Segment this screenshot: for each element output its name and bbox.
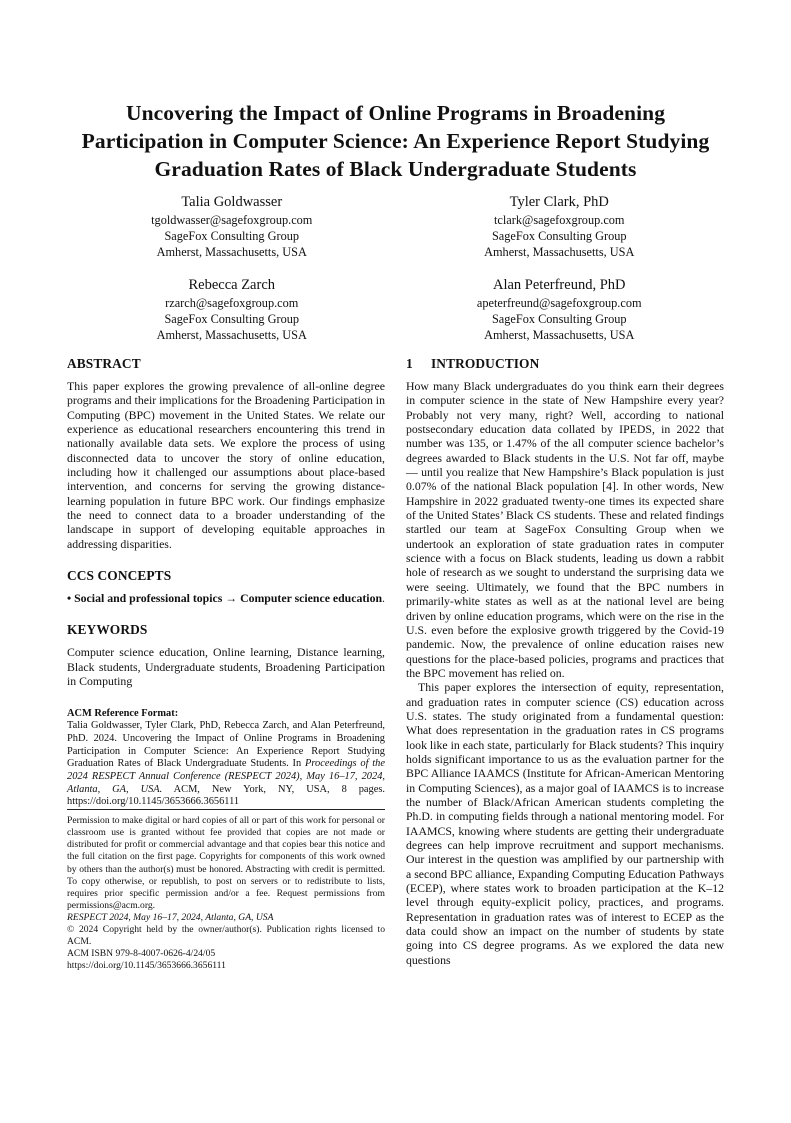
- ccs-topic: Social and professional topics: [74, 591, 223, 606]
- author-3: [68, 275, 396, 343]
- abstract-text: This paper explores the growing prevalence of all-online degree programs and their implications for the Broadening Participation in Computing (BPC) movement in the United States. We relate our experience as educational researchers encountering this trend in nationally available data sets. We explore the process of using disconnected data to uncover the story of online education, including how it challenged our assumptions about place-based intervention, and concerns for serving the growing distance-learning population in future BPC work. Our findings emphasize the need to connect data to a broader understanding of the landscape in support of developing equitable approaches in addressing disparities.: [67, 379, 385, 551]
- paper-page: [0, 99, 791, 1123]
- doi-link[interactable]: https://doi.org/10.1145/3653666.3656111: [67, 960, 226, 972]
- abstract-heading: ABSTRACT: [67, 356, 141, 371]
- introduction-paragraph-1: How many Black undergraduates do you think earn their degrees in computer science in the state of New Hampshire every year? Probably not very many, right? Well, according to national postsecondary education data collated by IPEDS, in 2022 that number was 135, or 1.47% of the all computer science bachelor’s degrees awarded to Black students in the U.S. Not far off, maybe — until you realize that New Hampshire’s Black population is just 0.07% of the national Black population [4]. In other words, New Hampshire in 2022 graduated twenty-one times its expected share of the United States’ Black CS students. These and related findings startled our team at SageFox Consulting Group when we undertook an exploration of state graduation rates in computer science with a focus on Black students, leading us down a rabbit hole of research as we sought to understand the surprising data we were seeing. Ultimately, we found that the BPC numbers in primarily-white states as well as at the national level are being driven by online education programs, which were on the rise in the U.S. even before the explosive growth triggered by the Covid-19 pandemic. Now, the prevalence of online education raises new questions for the place-based policies, programs and practices that the BPC movement has relied on.: [406, 379, 724, 680]
- introduction-heading: [406, 356, 724, 372]
- left-column: [67, 356, 385, 972]
- author-block: [68, 192, 723, 343]
- ccs-period: .: [382, 591, 385, 606]
- author-location: Amherst, Massachusetts, USA: [484, 328, 635, 342]
- author-affiliation: SageFox Consulting Group: [164, 229, 300, 243]
- copyright-footnote: [67, 809, 385, 972]
- author-2: [396, 192, 724, 260]
- permission-text: Permission to make digital or hard copies of all or part of this work for personal or classroom use is granted without fee provided that copies are not made or distributed for profit or commercial advantage and that copies bear this notice and the full citation on the first page. Copyrights for components of this work owned by others than the author(s) must be honored. Abstracting with credit is permitted. To copy otherwise, or republish, to post on servers or to redistribute to lists, requires prior specific permission and/or a fee. Request permissions from permissions@acm.org.: [67, 815, 385, 911]
- paper-title: Uncovering the Impact of Online Programs in Broadening Participation in Computer Science: An Experience Report Studying Graduation Rates of Black Undergraduate Students: [81, 101, 710, 181]
- author-affiliation: SageFox Consulting Group: [164, 312, 300, 326]
- ccs-concepts-line: [67, 591, 385, 605]
- author-affiliation: SageFox Consulting Group: [491, 312, 627, 326]
- acm-reference-before: Talia Goldwasser, Tyler Clark, PhD, Rebecca Zarch, and Alan Peterfreund, PhD. 2024. Uncovering the Impact of Online Programs in Broadening Participation in Computer Science: An Experience Report Studying Graduation Rates of Black Undergraduate Students. In: [67, 720, 385, 770]
- author-email[interactable]: rzarch@sagefoxgroup.com: [165, 296, 299, 310]
- author-location: Amherst, Massachusetts, USA: [484, 245, 635, 259]
- acm-reference-heading: ACM Reference Format:: [67, 707, 179, 719]
- author-1: [68, 192, 396, 260]
- ccs-heading: CCS CONCEPTS: [67, 568, 172, 584]
- author-name: Talia Goldwasser: [181, 194, 283, 210]
- author-email[interactable]: tgoldwasser@sagefoxgroup.com: [151, 213, 313, 227]
- acm-reference-venue: Proceedings of the 2024 RESPECT Annual Conference (RESPECT 2024), May 16–17, 2024, Atlanta, GA, USA.: [67, 758, 385, 795]
- author-location: Amherst, Massachusetts, USA: [156, 328, 307, 342]
- ccs-bullet: •: [67, 591, 75, 606]
- author-name: Tyler Clark, PhD: [509, 194, 609, 210]
- section-number: 1: [406, 356, 413, 371]
- isbn-line: ACM ISBN 979-8-4007-0626-4/24/05: [67, 948, 216, 960]
- acm-reference-after[interactable]: ACM, New York, NY, USA, 8 pages. https://doi.org/10.1145/3653666.3656111: [67, 783, 385, 808]
- acm-reference-text: [67, 720, 385, 809]
- author-email[interactable]: apeterfreund@sagefoxgroup.com: [476, 296, 642, 310]
- author-location: Amherst, Massachusetts, USA: [156, 245, 307, 259]
- keywords-heading: KEYWORDS: [67, 622, 148, 638]
- ccs-arrow: →: [222, 591, 241, 606]
- author-email[interactable]: tclark@sagefoxgroup.com: [494, 213, 625, 227]
- body-columns: [67, 356, 724, 972]
- right-column: [406, 356, 724, 967]
- introduction-paragraph-2: This paper explores the intersection of equity, representation, and graduation rates in computer science (CS) education across U.S. states. The study originated from a fundamental question: What does representation in the graduation rates in CS programs look like in each state, particularly for Black students? This inquiry holds significant importance to us as the evaluation partner for the BPC Alliance IAAMCS (Institute for African-American Mentoring in Computing Sciences), as a major goal of IAAMCS is to increase the number of Black/African American students completing the Ph.D. in computing fields through a national mentoring model. For IAAMCS, knowing where students are getting their undergraduate degrees can help improve recruitment and support mechanisms. Our interest in the question was amplified by our partnership with a second BPC alliance, Expanding Computing Education Pathways (ECEP), where states work to broaden participation at the K–12 level through equity-explicit policy, practices, and programs. Representation in graduation rates was of interest to ECEP as the data could show an impact on the number of students by state going into CS degree programs. As we explored the data new questions: [406, 680, 724, 967]
- keywords-text: Computer science education, Online learning, Distance learning, Black students, Undergraduate students, Broadening Participation in Computing: [67, 645, 385, 689]
- author-4: [396, 275, 724, 343]
- author-name: Alan Peterfreund, PhD: [493, 277, 626, 293]
- author-name: Rebecca Zarch: [188, 277, 276, 293]
- ccs-subtopic: Computer science education: [240, 591, 383, 606]
- section-title: INTRODUCTION: [431, 356, 540, 371]
- author-affiliation: SageFox Consulting Group: [491, 229, 627, 243]
- copyright-line: © 2024 Copyright held by the owner/author(s). Publication rights licensed to ACM.: [67, 923, 385, 948]
- conference-venue-line: RESPECT 2024, May 16–17, 2024, Atlanta, GA, USA: [67, 911, 274, 923]
- acm-reference-format: [67, 708, 385, 810]
